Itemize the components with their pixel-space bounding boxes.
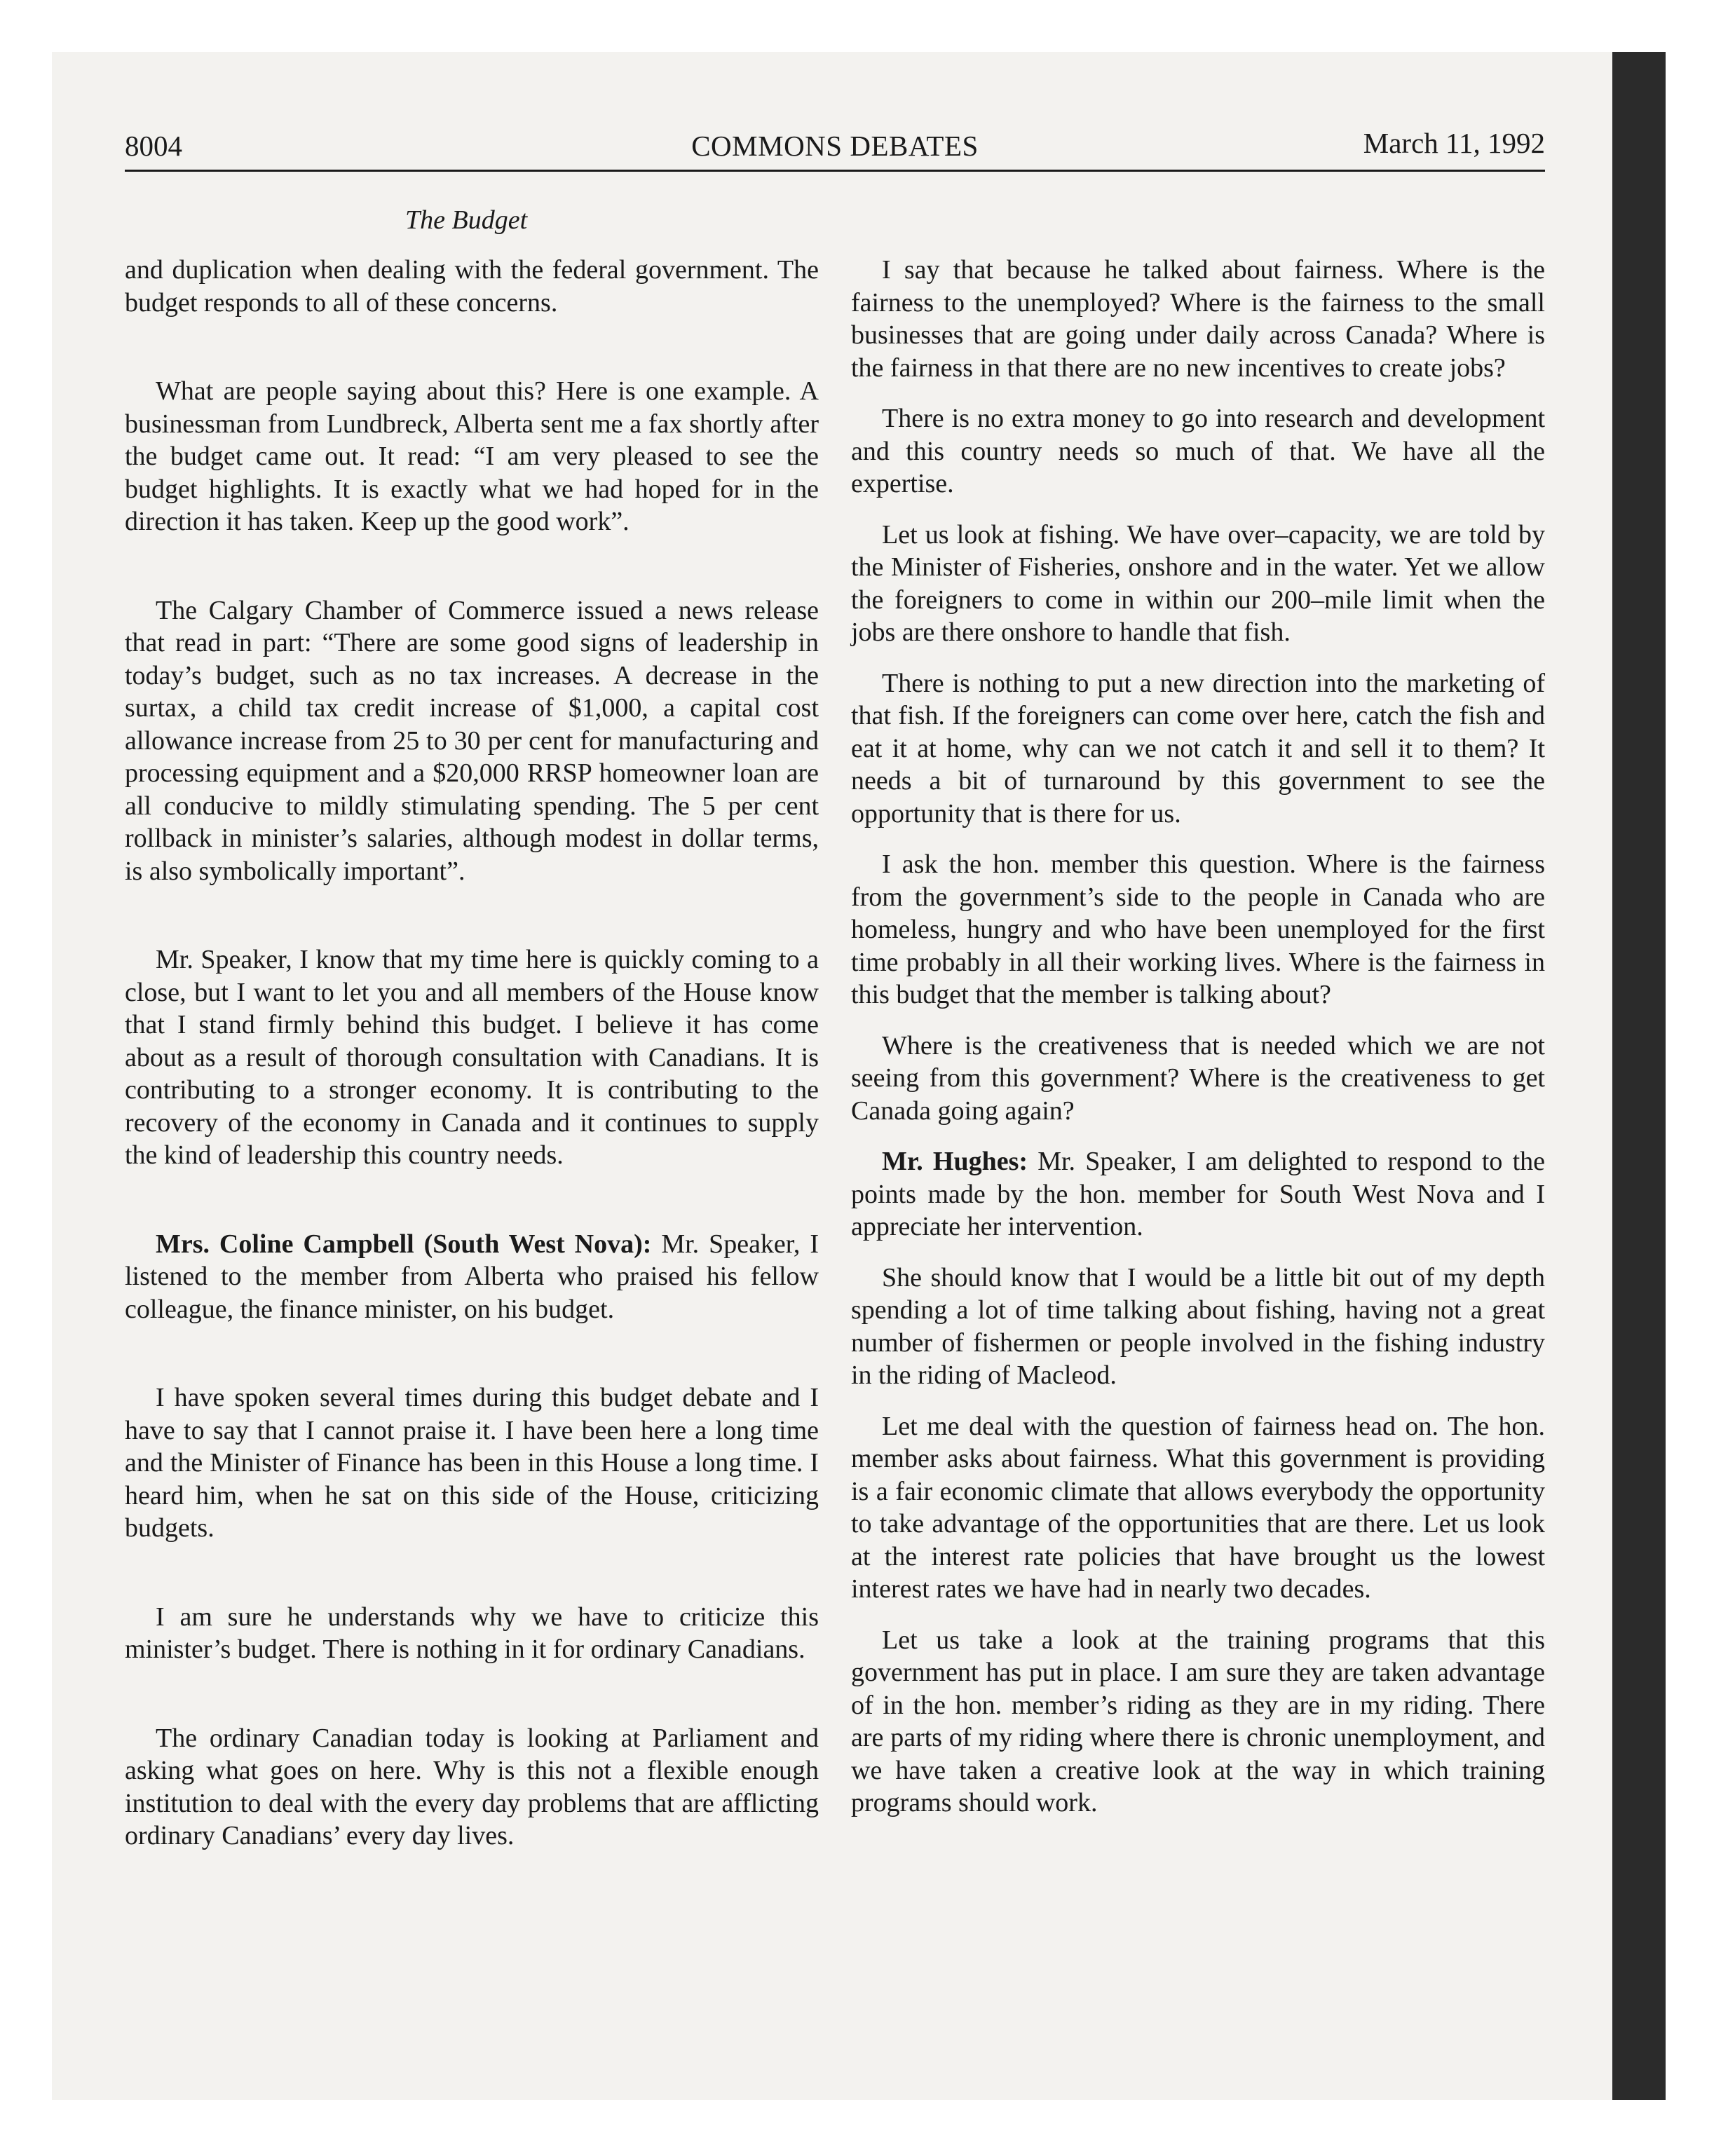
speaker-name: Mr. Hughes:	[882, 1147, 1028, 1176]
page-number: 8004	[125, 130, 182, 162]
paragraph: Where is the creativeness that is needed which we are not seeing from this government? Where is the creativeness to get Canada going again?	[851, 1030, 1545, 1126]
paragraph: and duplication when dealing with the federal government. The budget responds to all of these concerns.	[125, 255, 819, 318]
text-columns	[125, 254, 1545, 1909]
speech-text: Mr. Speaker, I listened to the member from Alberta who praised his fellow colleague, the finance minister, on his budget.	[125, 1229, 819, 1324]
paragraph: The ordinary Canadian today is looking at Parliament and asking what goes on here. Why is this not a flexible enough institution to deal with the every day problems that are afflicting ordinary Canadians’ every day lives.	[125, 1723, 819, 1850]
paragraph: There is no extra money to go into research and development and this country needs so much of that. We have all the expertise.	[851, 404, 1545, 498]
paragraph: I have spoken several times during this budget debate and I have to say that I cannot praise it. I have been here a long time and the Minister of Finance has been in this House a long time. I heard him, when he sat on this side of the House, criticizing budgets.	[125, 1383, 819, 1543]
paragraph: Let us take a look at the training programs that this government has put in place. I am sure they are taken advantage of in the hon. member’s riding as they are in my riding. There are parts of my riding where there is chronic unemployment, and we have taken a creative look at the way in which training programs should work.	[851, 1625, 1545, 1817]
paragraph: Let me deal with the question of fairness head on. The hon. member asks about fairness. What this government is providing is a fair economic climate that allows everybody the opportunity to take advantage of the opportunities that are there. Let us look at the interest rate policies that have brought us the lowest interest rates we have had in nearly two decades.	[851, 1411, 1545, 1604]
document-page	[125, 126, 1545, 1850]
paragraph: I ask the hon. member this question. Where is the fairness from the government’s side to the people in Canada who are homeless, hungry and who have been unemployed for the first time probably in all their working lives. Where is the fairness in this budget that the member is talking about?	[851, 850, 1545, 1009]
publication-title: COMMONS DEBATES	[691, 130, 979, 162]
section-title: The Budget	[405, 205, 528, 235]
left-column	[125, 254, 819, 1909]
paragraph: There is nothing to put a new direction into the marketing of that fish. If the foreigners can come over here, catch the fish and eat it at home, why can we not catch it and sell it to them? It needs a bit of turnaround by this government to see the opportunity that is there for us.	[851, 668, 1545, 828]
speaker-paragraph	[851, 1145, 1545, 1243]
speech-text: Mr. Speaker, I am delighted to respond to the points made by the hon. member for South West Nova and I appreciate her intervention.	[851, 1147, 1545, 1241]
header-rule	[125, 170, 1545, 172]
paragraph: I say that because he talked about fairness. Where is the fairness to the unemployed? Where is the fairness to the small businesses that are going under daily across Canada? Where is the fairness in that there are no new incentives to create jobs?	[851, 255, 1545, 383]
paragraph: She should know that I would be a little bit out of my depth spending a lot of time talking about fishing, having not a great number of fishermen or people involved in the fishing industry in the riding of Macleod.	[851, 1262, 1545, 1390]
publication-date: March 11, 1992	[1363, 127, 1545, 159]
paragraph: Mr. Speaker, I know that my time here is quickly coming to a close, but I want to let you and all members of the House know that I stand firmly behind this budget. I believe it has come about as a result of thorough consultation with Canadians. It is contributing to a stronger economy. It is contributing to the recovery of the economy in Canada and it continues to supply the kind of leadership this country needs.	[125, 945, 819, 1170]
paragraph: The Calgary Chamber of Commerce issued a news release that read in part: “There are some good signs of leadership in today’s budget, such as no tax increases. A decrease in the surtax, a child tax credit increase of $1,000, a capital cost allowance increase from 25 to 30 per cent for manufacturing and processing equipment and a $20,000 RRSP homeowner loan are all conducive to mildly stimulating spending. The 5 per cent rollback in minister’s salaries, although modest in dollar terms, is also symbolically important”.	[125, 595, 819, 886]
paragraph: What are people saying about this? Here is one example. A businessman from Lundbreck, Alberta sent me a fax shortly after the budget came out. It read: “I am very pleased to see the budget highlights. It is exactly what we had hoped for in the direction it has taken. Keep up the good work”.	[125, 376, 819, 536]
scan-edge-bar	[1612, 52, 1666, 2100]
paragraph: Let us look at fishing. We have over–capacity, we are told by the Minister of Fisheries, onshore and in the water. Yet we allow the foreigners to come in within our 200–mile limit when the jobs are there onshore to handle that fish.	[851, 519, 1545, 647]
paragraph: I am sure he understands why we have to criticize this minister’s budget. There is nothing in it for ordinary Canadians.	[125, 1602, 819, 1664]
speaker-name: Mrs. Coline Campbell (South West Nova):	[156, 1229, 652, 1259]
right-column	[851, 254, 1545, 1909]
page-header	[125, 126, 1545, 170]
speaker-paragraph	[125, 1228, 819, 1326]
